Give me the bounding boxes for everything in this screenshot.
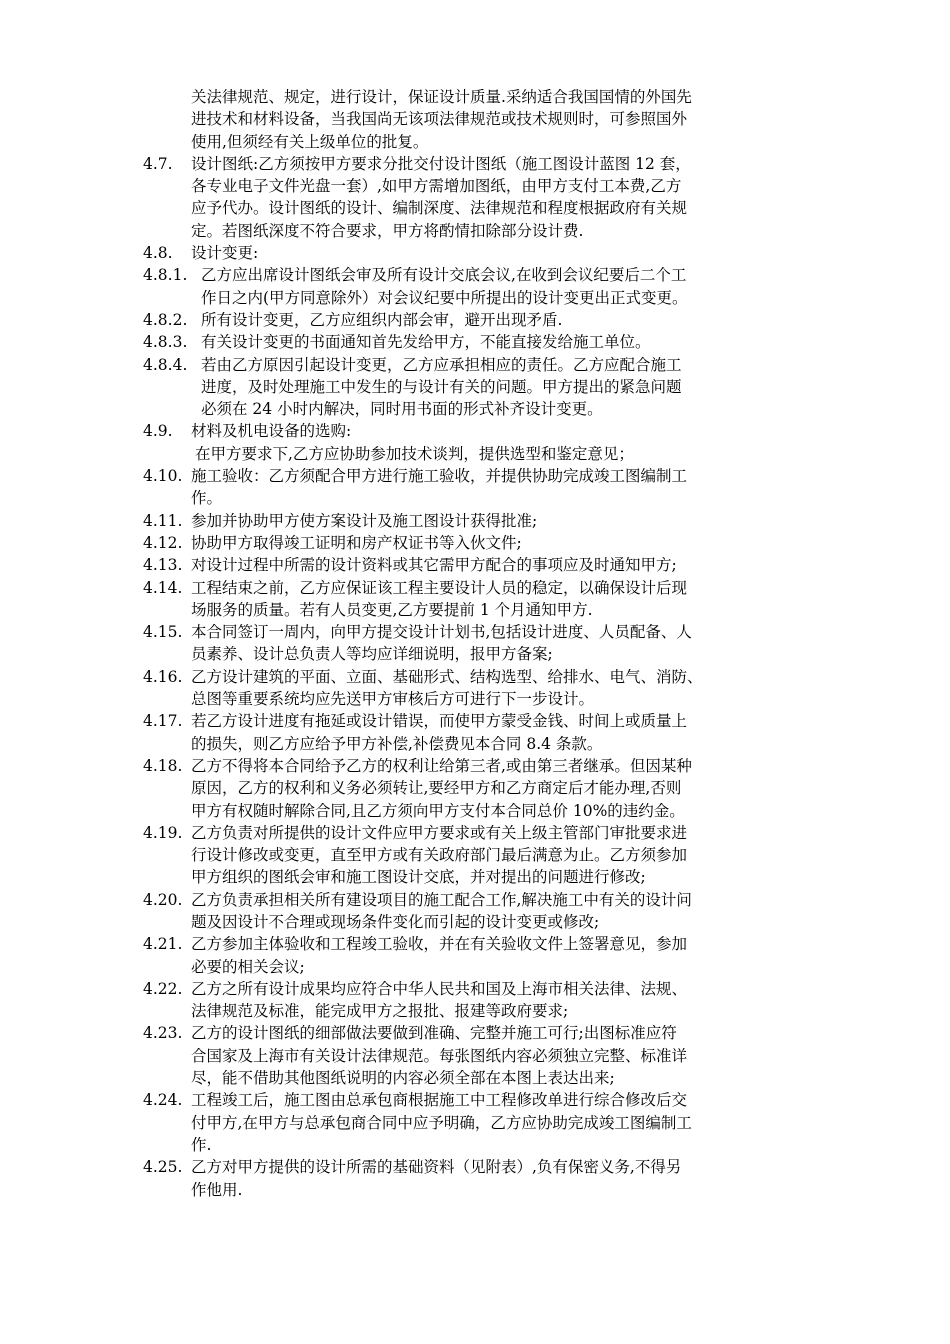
clause-text-line: 工程竣工后，施工图由总承包商根据施工中工程修改单进行综合修改后交 <box>191 1091 688 1110</box>
clause-text-line: 若乙方设计进度有拖延或设计错误，而使甲方蒙受金钱、时间上或质量上 <box>191 712 688 731</box>
clause-text-line: 应予代办。设计图纸的设计、编制深度、法律规范和程度根据政府有关规 <box>191 199 688 218</box>
clause-text-line: 乙方对甲方提供的设计所需的基础资料（见附表）,负有保密义务,不得另 <box>191 1158 682 1177</box>
clause-4-8-1 <box>0 264 811 309</box>
clause-text-line: 作他用. <box>191 1180 243 1199</box>
clause-text-line: 合国家及上海市有关设计法律规范。每张图纸内容必须独立完整、标准详 <box>191 1046 688 1065</box>
clause-text-line: 题及因设计不合理或现场条件变化而引起的设计变更或修改; <box>191 912 600 931</box>
clause-number: 4.15. <box>143 623 183 642</box>
clause-text-line: 在甲方要求下,乙方应协助参加技术谈判，提供选型和鉴定意见； <box>195 444 634 463</box>
clause-4-21 <box>0 933 811 978</box>
clause-4-19 <box>0 822 811 889</box>
clause-number: 4.19. <box>143 823 183 842</box>
clause-number: 4.8. <box>143 244 173 263</box>
clause-4-24 <box>0 1089 811 1156</box>
clause-number: 4.13. <box>143 556 183 575</box>
clause-4-12 <box>0 532 811 554</box>
clause-continuation <box>0 86 811 153</box>
clause-text-line: 行设计修改或变更，直至甲方或有关政府部门最后满意为止。乙方须参加 <box>191 846 688 865</box>
clause-number: 4.21. <box>143 935 183 954</box>
clause-4-8-4 <box>0 354 811 421</box>
clause-number: 4.7. <box>143 154 173 173</box>
clause-text-line: 本合同签订一周内，向甲方提交设计计划书,包括设计进度、人员配备、人 <box>191 623 692 642</box>
clause-text-line: 乙方之所有设计成果均应符合中华人民共和国及上海市相关法律、法规、 <box>191 979 688 998</box>
clause-text-line: 对设计过程中所需的设计资料或其它需甲方配合的事项应及时通知甲方; <box>191 556 677 575</box>
clause-number: 4.8.2. <box>143 310 188 329</box>
clause-4-20 <box>0 889 811 934</box>
clause-text-line: 法律规范及标准，能完成甲方之报批、报建等政府要求; <box>191 1002 569 1021</box>
clause-number: 4.8.3. <box>143 333 188 352</box>
clause-4-13 <box>0 554 811 576</box>
clause-4-14 <box>0 577 811 622</box>
clause-text-line: 付甲方,在甲方与总承包商合同中应予明确，乙方应协助完成竣工图编制工 <box>191 1113 692 1132</box>
clause-number: 4.10. <box>143 467 183 486</box>
clause-number: 4.17. <box>143 712 183 731</box>
clause-number: 4.22. <box>143 979 183 998</box>
clause-text-line: 参加并协助甲方使方案设计及施工图设计获得批准; <box>191 511 538 530</box>
clause-text-line: 场服务的质量。若有人员变更,乙方要提前 1 个月通知甲方. <box>191 600 593 619</box>
clause-number: 4.8.1. <box>143 266 188 285</box>
clause-text-line: 工程结束之前，乙方应保证该工程主要设计人员的稳定，以确保设计后现 <box>191 578 688 597</box>
clause-number: 4.20. <box>143 890 183 909</box>
clause-text-line: 乙方负责对所提供的设计文件应甲方要求或有关上级主管部门审批要求进 <box>191 823 688 842</box>
clause-text-line: 必要的相关会议; <box>191 957 305 976</box>
clause-4-25 <box>0 1156 811 1201</box>
clause-text-line: 乙方负责承担相关所有建设项目的施工配合工作,解决施工中有关的设计问 <box>191 890 692 909</box>
clause-text-line: 作. <box>191 1135 212 1154</box>
clause-4-15 <box>0 621 811 666</box>
clause-text-line: 各专业电子文件光盘一套）,如甲方需增加图纸，由甲方支付工本费,乙方 <box>191 177 682 196</box>
clause-text-line: 员素养、设计总负责人等均应详细说明，报甲方备案; <box>191 645 553 664</box>
clause-number: 4.23. <box>143 1024 183 1043</box>
clause-4-10 <box>0 465 811 510</box>
clause-text-line: 设计图纸:乙方须按甲方要求分批交付设计图纸（施工图设计蓝图 12 套， <box>191 154 691 173</box>
clause-4-8-2 <box>0 309 811 331</box>
clause-text-line: 总图等重要系统均应先送甲方审核后方可进行下一步设计。 <box>191 690 595 709</box>
clause-4-18 <box>0 755 811 822</box>
clause-text-line: 进技术和材料设备，当我国尚无该项法律规范或技术规则时，可参照国外 <box>191 110 688 129</box>
clause-number: 4.14. <box>143 578 183 597</box>
clause-text-line: 的损失，则乙方应给予甲方补偿,补偿费见本合同 8.4 条款。 <box>191 734 603 753</box>
clause-4-17 <box>0 710 811 755</box>
clause-text-line: 有关设计变更的书面通知首先发给甲方，不能直接发给施工单位。 <box>201 333 651 352</box>
clause-4-7 <box>0 153 811 242</box>
clause-text-line: 甲方组织的图纸会审和施工图设计交底，并对提出的问题进行修改; <box>191 868 646 887</box>
clause-text-line: 乙方不得将本合同给予乙方的权利让给第三者,或由第三者继承。但因某种 <box>191 756 692 775</box>
clause-number: 4.8.4. <box>143 355 188 374</box>
clause-number: 4.11. <box>143 511 183 530</box>
clause-text-line: 甲方有权随时解除合同,且乙方须向甲方支付本合同总价 10%的违约金。 <box>191 801 685 820</box>
clause-text-line: 若由乙方原因引起设计变更，乙方应承担相应的责任。乙方应配合施工 <box>201 355 682 374</box>
clause-text-line: 必须在 24 小时内解决，同时用书面的形式补齐设计变更。 <box>201 400 603 419</box>
clause-text-line: 进度，及时处理施工中发生的与设计有关的问题。甲方提出的紧急问题 <box>201 377 682 396</box>
clause-4-23 <box>0 1022 811 1089</box>
clause-text-line: 乙方应出席设计图纸会审及所有设计交底会议,在收到会议纪要后二个工 <box>201 266 687 285</box>
clause-text-line: 定。若图纸深度不符合要求，甲方将酌情扣除部分设计费. <box>191 221 584 240</box>
clause-4-8 <box>0 242 811 264</box>
clause-number: 4.16. <box>143 667 183 686</box>
clause-text-line: 原因，乙方的权利和义务必须转让,要经甲方和乙方商定后才能办理,否则 <box>191 779 682 798</box>
clause-text-line: 乙方设计建筑的平面、立面、基础形式、结构选型、给排水、电气、消防、 <box>191 667 703 686</box>
clause-4-11 <box>0 510 811 532</box>
clause-number: 4.25. <box>143 1158 183 1177</box>
clause-text-line: 设计变更: <box>191 244 259 263</box>
clause-number: 4.18. <box>143 756 183 775</box>
clause-text-line: 材料及机电设备的选购: <box>191 422 352 441</box>
clause-number: 4.9. <box>143 422 173 441</box>
clause-4-9 <box>0 420 811 465</box>
clause-text-line: 尽，能不借助其他图纸说明的内容必须全部在本图上表达出来; <box>191 1069 615 1088</box>
clause-number: 4.24. <box>143 1091 183 1110</box>
clause-text-line: 施工验收：乙方须配合甲方进行施工验收，并提供协助完成竣工图编制工 <box>191 467 688 486</box>
clause-4-16 <box>0 666 811 711</box>
clause-4-22 <box>0 978 811 1023</box>
clause-text-line: 使用,但须经有关上级单位的批复。 <box>191 132 429 151</box>
clause-text-line: 关法律规范、规定，进行设计，保证设计质量.采纳适合我国国情的外国先 <box>191 88 692 106</box>
clause-number: 4.12. <box>143 533 183 552</box>
clause-text-line: 协助甲方取得竣工证明和房产权证书等入伙文件; <box>191 533 522 552</box>
clause-text-line: 所有设计变更，乙方应组织内部会审，避开出现矛盾. <box>201 310 563 329</box>
clause-4-8-3 <box>0 331 811 353</box>
clause-text-line: 作日之内(甲方同意除外）对会议纪要中所提出的设计变更出正式变更。 <box>201 288 688 307</box>
clause-text-line: 乙方的设计图纸的细部做法要做到准确、完整并施工可行;出图标准应符 <box>191 1024 677 1043</box>
clause-text-line: 作。 <box>191 489 223 508</box>
document-page <box>0 86 950 1201</box>
clause-text-line: 乙方参加主体验收和工程竣工验收，并在有关验收文件上签署意见，参加 <box>191 935 688 954</box>
